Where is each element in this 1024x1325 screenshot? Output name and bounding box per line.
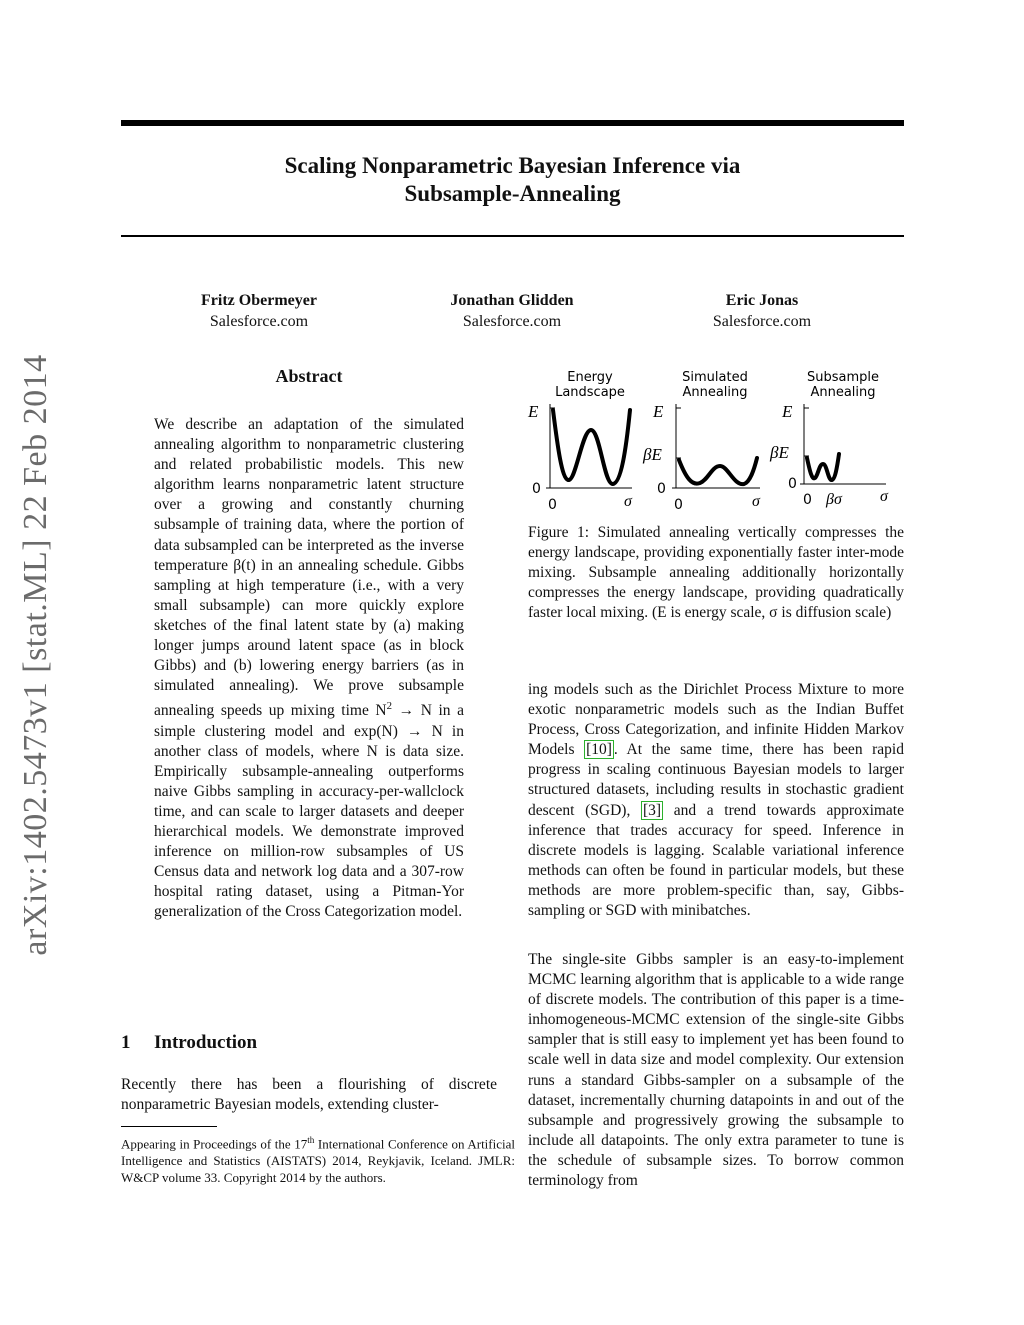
- arxiv-identifier: arXiv:1402.5473v1 [stat.ML] 22 Feb 2014: [17, 354, 54, 956]
- figure-1-caption: Figure 1: Simulated annealing vertically compresses the energy landscape, providing exponentially faster inter-mode mixing. Subsample annealing additionally horizontally compresses the energy landscape, providing quadratically faster local mixing. (E is energy scale, σ is diffusion scale): [528, 524, 904, 621]
- section-title: Introduction: [154, 1032, 258, 1053]
- author-affiliation: Salesforce.com: [462, 313, 562, 330]
- footnote-rule: [121, 1126, 217, 1127]
- panel-2-title-line1: Simulated: [682, 370, 748, 385]
- panel-1-curve: [553, 410, 630, 484]
- panel-2-curve: [679, 458, 757, 484]
- intro-paragraph-right-2: The single-site Gibbs sampler is an easy-to-implement MCMC learning algorithm that is applicable to a wide range of discrete models. The contribution of this paper is a time-inhomogeneous-MCMC extension of the single-site Gibbs sampler that is still easy to implement yet has been found to scale well in data size and model complexity. Our extension runs a standard Gibbs-sampler on a subsample of the dataset, incrementally churning datapoints in and out of the subsample and progressively growing the subsample to include all datapoints. The only extra parameter to tune is the schedule of subsample sizes. To borrow common terminology from: [528, 951, 904, 1190]
- intro-paragraph-right-1: ing models such as the Dirichlet Process Mixture to more exotic nonparametric models such as the Indian Buffet Process, Cross Categorization, and infinite Hidden Markov Models [10] . At the same time, there has been rapid progress in scaling continuous Bayesian models to larger structured datasets, including results in stochastic gradient descent (SGD), [3] and a trend towards approximate inference that trades accuracy for speed. Inference in discrete models is lagging. Scalable variational inference methods can often be found in particular models, but these methods are more problem-specific than, say, Gibbs-sampling or SGD with minibatches.: [528, 681, 904, 920]
- intro-paragraph-left: Recently there has been a flourishing of discrete nonparametric Bayesian models, extending cluster-: [121, 1076, 497, 1114]
- panel-3-title-line2: Annealing: [810, 385, 876, 400]
- panel-3-x-end-label: σ: [880, 488, 888, 505]
- author-name: Eric Jonas: [725, 292, 799, 309]
- paper-title: Scaling Nonparametric Bayesian Inference via Subsample-Annealing: [284, 153, 741, 206]
- panel-3-curve: [807, 454, 839, 480]
- author-name: Fritz Obermeyer: [201, 292, 317, 309]
- panel-3-y-top-label: E: [782, 402, 793, 421]
- author-affiliation: Salesforce.com: [712, 313, 812, 330]
- figure-1: [520, 360, 910, 520]
- panel-1-y-top-label: E: [528, 402, 539, 421]
- footnote: Appearing in Proceedings of the 17th International Conference on Artificial Intelligence and Statistics (AISTATS) 2014, Reykjavik, Iceland. JMLR: W&CP volume 33. Copyright 2014 by the authors.: [121, 1135, 515, 1186]
- title-top-rule: [121, 120, 904, 126]
- citation-link-10[interactable]: [10]: [586, 741, 612, 759]
- citation-link-3[interactable]: [3]: [643, 801, 662, 819]
- section-heading-introduction: [121, 1032, 257, 1054]
- arxiv-sidebar-stamp: [8, 355, 64, 955]
- panel-1-title-line2: Landscape: [555, 385, 625, 400]
- panel-3-y-mid-label: βE: [770, 443, 789, 462]
- panel-3-title-line1: Subsample: [806, 370, 880, 385]
- section-number: 1: [121, 1032, 131, 1053]
- panel-2-y-zero: 0: [657, 481, 666, 497]
- panel-3-x-zero: 0: [803, 492, 812, 508]
- panel-1-x-zero: 0: [548, 497, 557, 513]
- panel-2-x-zero: 0: [674, 497, 683, 513]
- panel-2-y-mid-label: βE: [643, 445, 662, 464]
- panel-1-y-zero: 0: [532, 481, 541, 497]
- panel-3-y-zero: 0: [788, 476, 797, 492]
- panel-1-x-end-label: σ: [624, 493, 632, 510]
- panel-2-x-end-label: σ: [752, 493, 760, 510]
- author-2: [392, 290, 632, 332]
- title-bottom-rule: [121, 235, 904, 237]
- author-affiliation: Salesforce.com: [209, 313, 309, 330]
- panel-2-title-line2: Annealing: [682, 385, 748, 400]
- author-3: [642, 290, 882, 332]
- author-name: Jonathan Glidden: [450, 292, 574, 309]
- panel-2-y-top-label: E: [653, 402, 664, 421]
- panel-3-x-mid-label: βσ: [826, 491, 842, 508]
- panel-1-title-line1: Energy: [567, 370, 613, 385]
- abstract-text: We describe an adaptation of the simulated annealing algorithm to nonparametric clustering and related probabilistic models. This new algorithm learns nonparametric latent structure over a growing and constantly churning subsample of training data, where the portion of data subsampled can be interpreted as the inverse temperature β(t) in an annealing schedule. Gibbs sampling at high temperature (i.e., with a very small subsample) can more quickly explore sketches of the final latent state by (a) making longer jumps around latent space (as in block Gibbs) and (b) lowering energy barriers (as in simulated annealing). We prove subsample annealing speeds up mixing time $N^2 \to N$ in a simple clustering model and exp(N) → N in another class of models, where N is data size. Empirically subsample-annealing outperforms naive Gibbs sampling in accuracy-per-wallclock time, and can scale to larger datasets and deeper hierarchical models. We demonstrate improved inference on million-row subsamples of US Census data and network log data and a 307-row hospital rating dataset, using a Pitman-Yor generalization of the Cross Categorization model.: [154, 416, 464, 921]
- abstract-heading: Abstract: [275, 366, 343, 386]
- author-1: [139, 290, 379, 332]
